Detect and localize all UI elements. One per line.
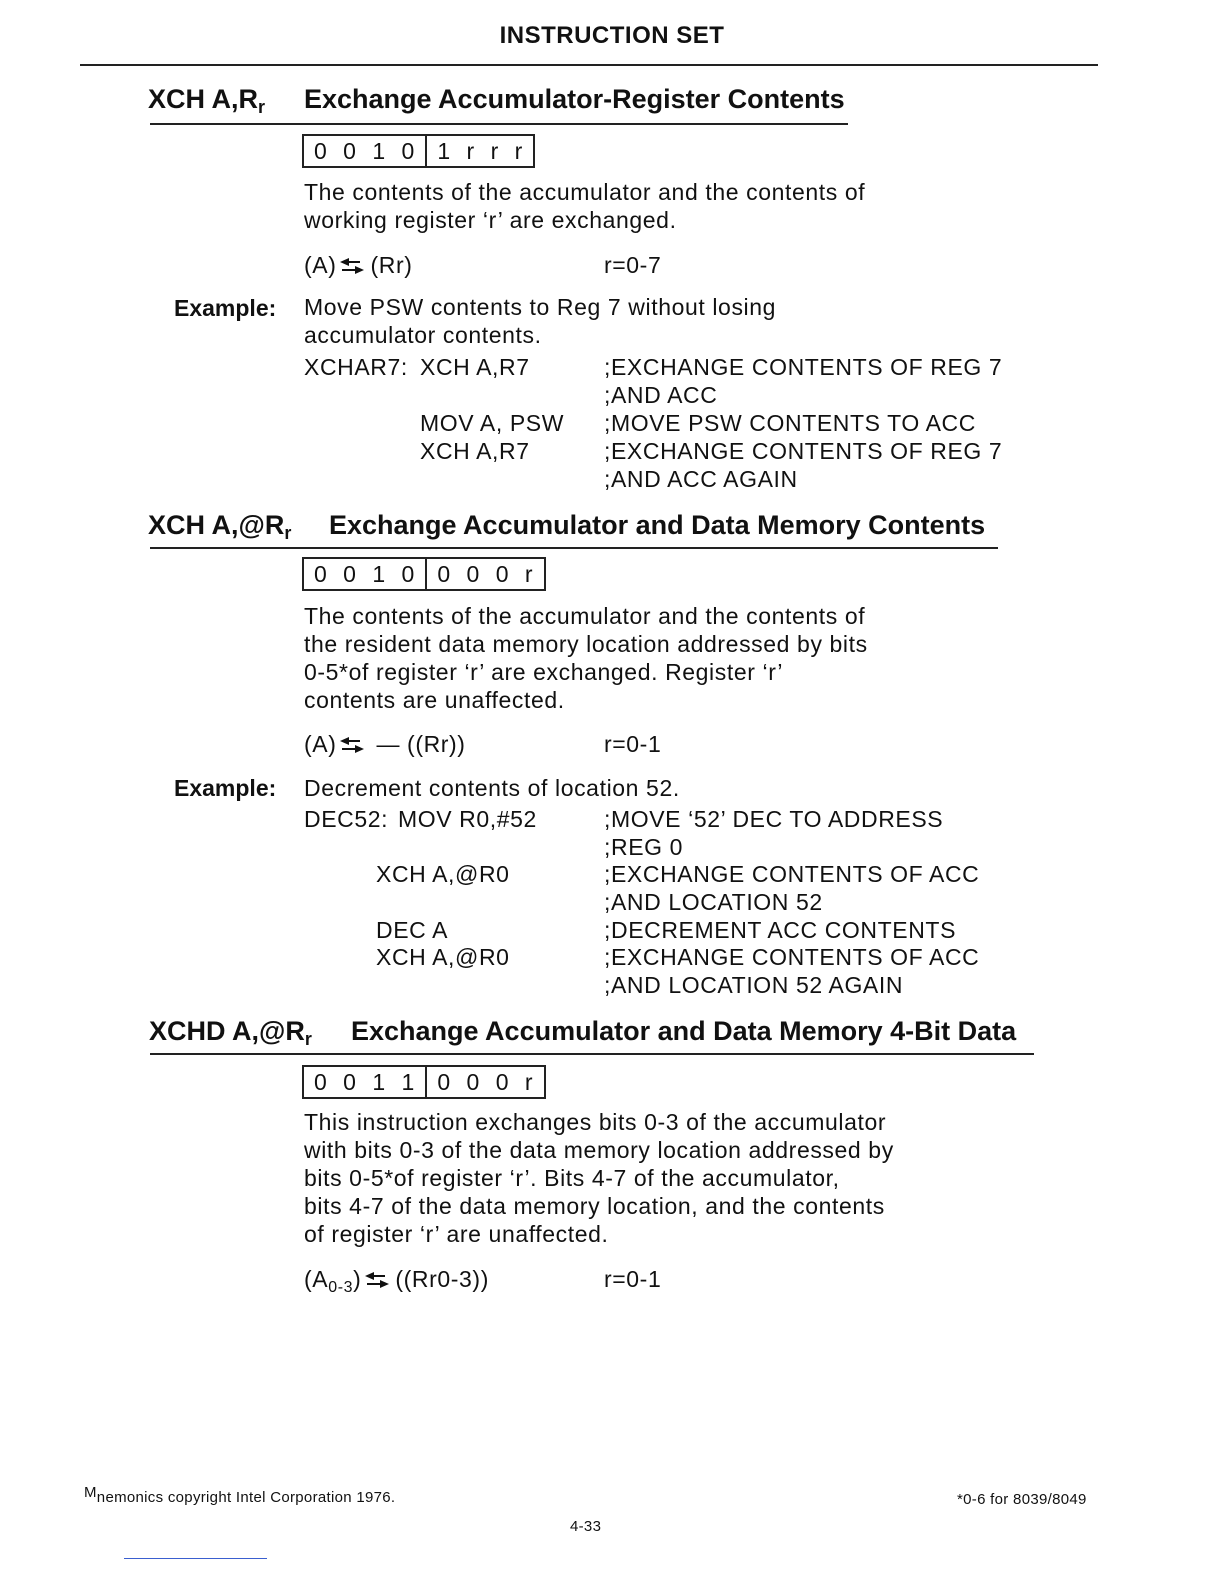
section-1-example-text: Move PSW contents to Reg 7 without losing accumulator contents. bbox=[304, 294, 777, 348]
exchange-arrow-icon bbox=[338, 735, 366, 755]
section-1-description: The contents of the accumulator and the contents of working register ‘r’ are exchanged. bbox=[304, 179, 866, 233]
section-3-operation: $(A_{0-3})$ ((Rr0-3)) bbox=[304, 1266, 489, 1296]
section-1-rule bbox=[150, 123, 848, 125]
code-comment: ;REG 0 bbox=[604, 834, 684, 860]
opcode-low-nibble: 0 0 0 r bbox=[425, 1067, 543, 1097]
code-comment: ;EXCHANGE CONTENTS OF ACC bbox=[604, 861, 980, 887]
opcode-low-nibble: 1 r r r bbox=[425, 136, 533, 166]
section-1-range: r=0-7 bbox=[604, 252, 662, 278]
section-3-opcode bbox=[302, 1065, 546, 1099]
code-comment: ;MOVE ‘52’ DEC TO ADDRESS bbox=[604, 806, 944, 832]
section-2-range: r=0-1 bbox=[604, 731, 662, 757]
section-2-title: Exchange Accumulator and Data Memory Contents bbox=[329, 510, 986, 540]
section-1-title: Exchange Accumulator-Register Contents bbox=[304, 84, 845, 114]
code-comment: ;AND LOCATION 52 bbox=[604, 889, 823, 915]
section-2-example-text: Decrement contents of location 52. bbox=[304, 775, 680, 801]
page-header: INSTRUCTION SET bbox=[499, 22, 725, 49]
section-1-mnemonic: XCH $A,R_r$ bbox=[148, 84, 266, 117]
code-comment: ;AND ACC AGAIN bbox=[604, 466, 798, 492]
opcode-high-nibble: 0 0 1 1 bbox=[314, 1068, 420, 1095]
code-comment: ;EXCHANGE CONTENTS OF REG 7 bbox=[604, 354, 1003, 380]
section-3-range: r=0-1 bbox=[604, 1266, 662, 1292]
section-2-rule bbox=[150, 547, 998, 549]
section-2-opcode bbox=[302, 557, 546, 591]
section-3-rule bbox=[150, 1053, 1034, 1055]
exchange-arrow-icon bbox=[363, 1270, 391, 1290]
code-instr: DEC A bbox=[376, 917, 449, 943]
section-1-operation: (A) (Rr) bbox=[304, 252, 413, 278]
page-number: 4-33 bbox=[570, 1518, 602, 1535]
code-label: DEC52: bbox=[304, 806, 389, 832]
opcode-high-nibble: 0 0 1 0 bbox=[314, 137, 420, 164]
code-comment: ;EXCHANGE CONTENTS OF REG 7 bbox=[604, 438, 1003, 464]
code-instr: XCH A,R7 bbox=[420, 438, 530, 464]
scan-mark-line bbox=[124, 1558, 267, 1559]
code-instr: XCH A,@R0 bbox=[376, 944, 510, 970]
opcode-high-nibble: 0 0 1 0 bbox=[314, 560, 420, 587]
section-1-opcode bbox=[302, 134, 535, 168]
code-comment: ;EXCHANGE CONTENTS OF ACC bbox=[604, 944, 980, 970]
header-rule bbox=[80, 64, 1098, 66]
code-comment: ;AND ACC bbox=[604, 382, 718, 408]
code-comment: ;AND LOCATION 52 AGAIN bbox=[604, 972, 904, 998]
code-instr: XCH A,@R0 bbox=[376, 861, 510, 887]
code-label: XCHAR7: bbox=[304, 354, 408, 380]
section-3-mnemonic: XCHD $A,@R_r$ bbox=[149, 1016, 312, 1049]
section-2-operation: (A) — ((Rr)) bbox=[304, 731, 466, 757]
section-3-title: Exchange Accumulator and Data Memory 4-Bit Data bbox=[351, 1016, 1017, 1046]
section-3-description: This instruction exchanges bits 0-3 of the accumulator with bits 0-3 of the data memory location addressed by bits 0-5*of register ‘r’. Bits 4-7 of the accumulator, bits 4-7 of the data memory location, and the contents of register ‘r’ are unaffected. bbox=[304, 1109, 894, 1247]
code-instr: XCH A,R7 bbox=[420, 354, 530, 380]
section-2-mnemonic: XCH $A,@R_r$ bbox=[148, 510, 292, 543]
code-comment: ;DECREMENT ACC CONTENTS bbox=[604, 917, 957, 943]
exchange-arrow-icon bbox=[338, 256, 366, 276]
section-1-example-label: Example: bbox=[174, 295, 277, 321]
code-comment: ;MOVE PSW CONTENTS TO ACC bbox=[604, 410, 976, 436]
section-2-example-label: Example: bbox=[174, 775, 277, 801]
code-instr: MOV R0,#52 bbox=[398, 806, 537, 832]
code-instr: MOV A, PSW bbox=[420, 410, 565, 436]
footer-copyright: Mnemonics copyright Intel Corporation 1976. bbox=[84, 1484, 396, 1506]
opcode-low-nibble: 0 0 0 r bbox=[425, 559, 543, 589]
section-2-description: The contents of the accumulator and the contents of the resident data memory location addressed by bits 0-5*of register ‘r’ are exchanged. Register ‘r’ contents are unaffected. bbox=[304, 603, 868, 713]
footer-note: *0-6 for 8039/8049 bbox=[957, 1491, 1087, 1508]
